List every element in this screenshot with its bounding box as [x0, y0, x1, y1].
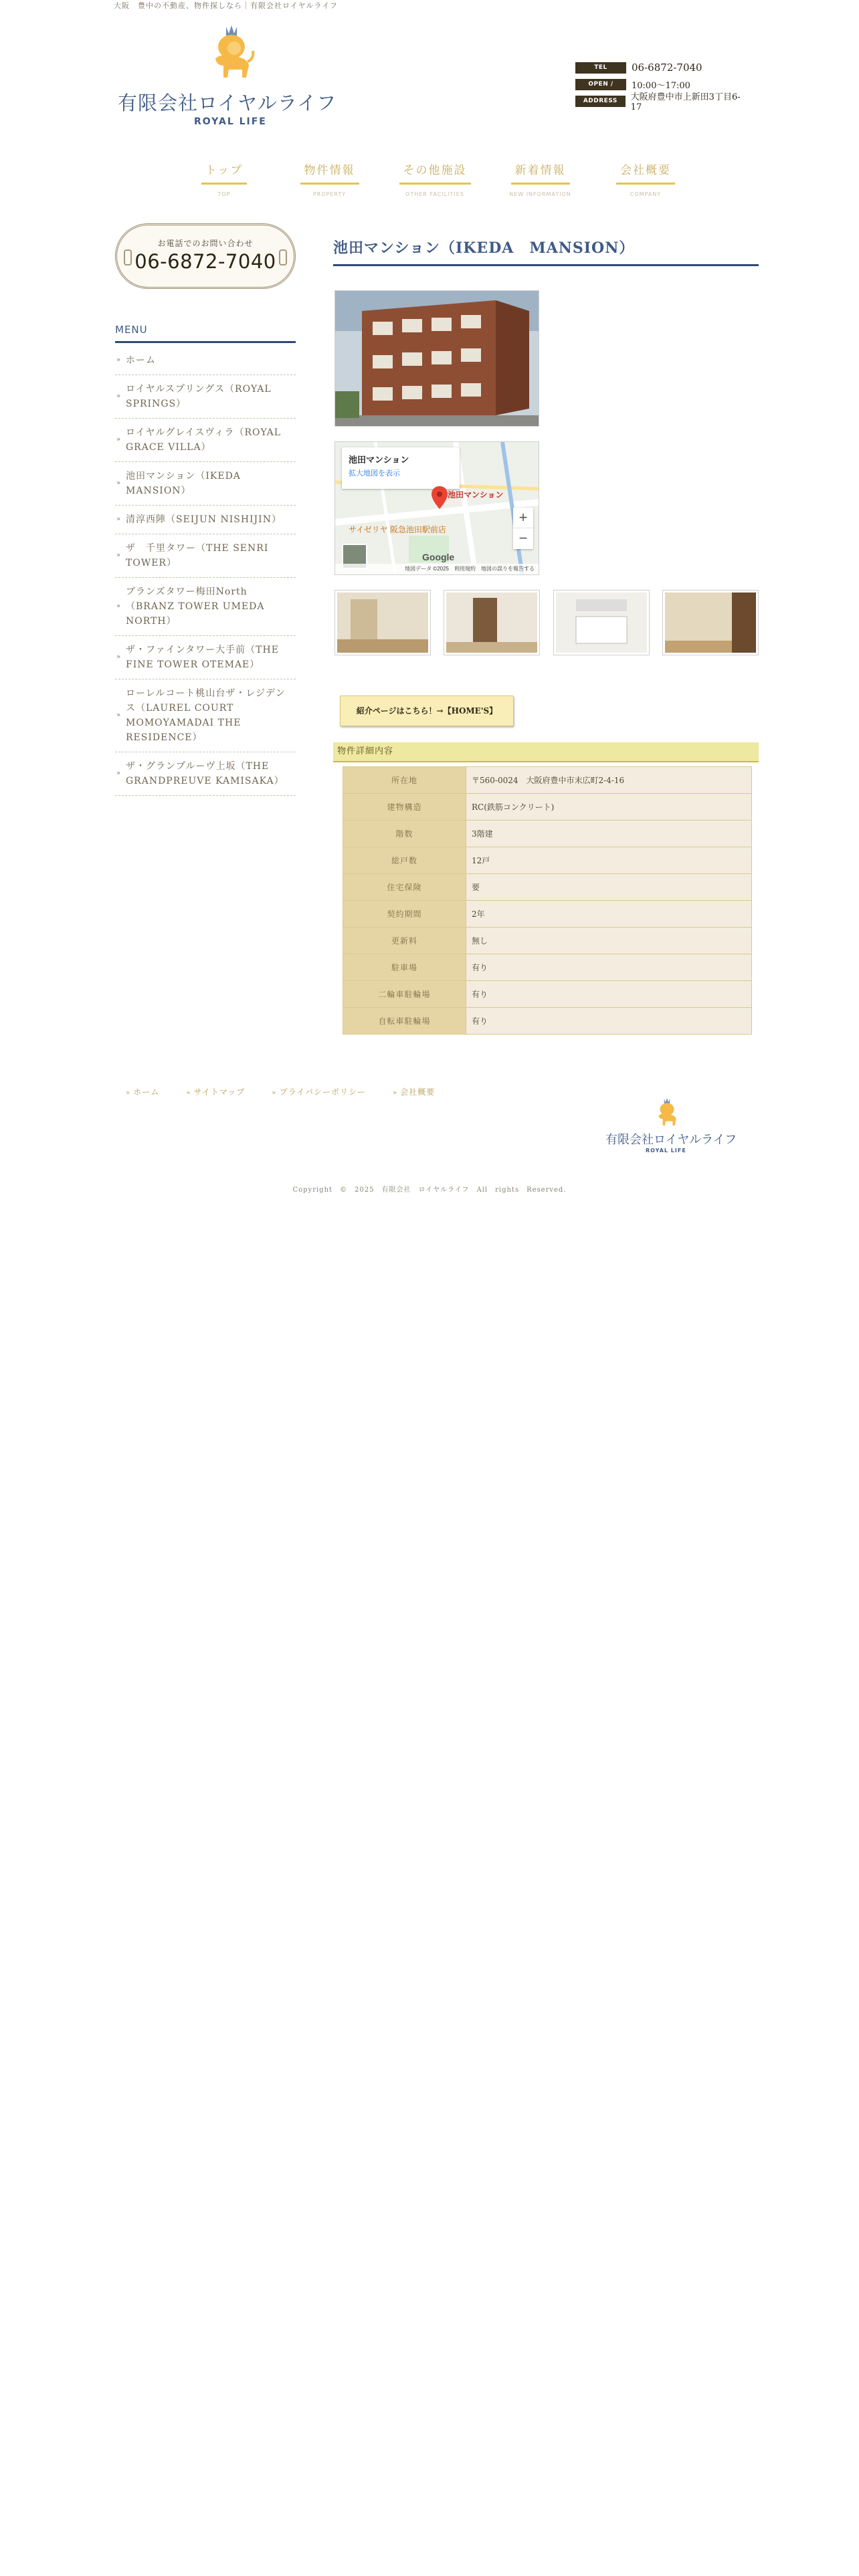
nav-company-sublabel: COMPANY	[630, 191, 662, 197]
sidebar-tel-label: お電話でのお問い合わせ	[157, 239, 254, 248]
nav-facilities-label: その他施設	[399, 160, 471, 185]
nav-facilities[interactable]	[391, 160, 478, 197]
nav-company[interactable]	[602, 160, 689, 197]
nav-top[interactable]	[181, 160, 268, 197]
table-row	[343, 847, 752, 874]
detail-key: 総戸数	[343, 847, 466, 874]
footer-link-company[interactable]: » 会社概要	[393, 1086, 435, 1097]
map-pin-icon[interactable]	[432, 486, 448, 509]
sidebar-item-royal-grace-villa[interactable]: » ロイヤルグレイスヴィラ（ROYAL GRACE VILLA）	[115, 419, 296, 462]
info-address-row	[575, 92, 749, 112]
sidebar-item-fine-tower[interactable]: » ザ・ファインタワー大手前（THE FINE TOWER OTEMAE）	[115, 636, 296, 679]
address-tag: ADDRESS	[575, 96, 626, 107]
detail-key: 二輪車駐輪場	[343, 981, 466, 1008]
table-row	[343, 1008, 752, 1035]
detail-key: 駐車場	[343, 954, 466, 981]
nav-property-label: 物件情報	[300, 160, 359, 185]
table-row	[343, 767, 752, 794]
footer-logo-subtitle: ROYAL LIFE	[646, 1148, 686, 1154]
sidebar-item-royal-springs[interactable]: » ロイヤルスプリングス（ROYAL SPRINGS）	[115, 375, 296, 419]
google-logo: Google	[422, 552, 455, 562]
footer-link-privacy[interactable]: » プライバシーポリシー	[272, 1086, 366, 1097]
nav-news-label: 新着情報	[511, 160, 570, 185]
thumbnail-4[interactable]	[662, 590, 759, 655]
sidebar-tel-banner[interactable]	[115, 223, 296, 289]
map-footer[interactable]: 地図データ ©2025 利用規約 地図の誤りを報告する	[335, 564, 539, 574]
detail-value: RC(鉄筋コンクリート)	[466, 794, 752, 821]
nav-news[interactable]	[497, 160, 584, 197]
hours-tag: OPEN /	[575, 79, 626, 90]
hours-value: 10:00〜17:00	[632, 80, 690, 91]
property-details-table	[343, 766, 752, 1035]
sidebar-item-laurel-court[interactable]: » ローレルコート桃山台ザ・レジデンス（LAUREL COURT MOMOYAMADAI THE RESIDENCE）	[115, 679, 296, 752]
thumbnail-3[interactable]	[553, 590, 650, 655]
detail-value: 3階建	[466, 821, 752, 847]
thumbnail-1[interactable]	[335, 590, 431, 655]
thumbnail-image	[337, 593, 428, 653]
table-row	[343, 901, 752, 928]
photo-thumbnails	[335, 590, 759, 655]
table-row	[343, 981, 752, 1008]
building-photo-image	[335, 291, 539, 427]
table-row	[343, 794, 752, 821]
footer-links	[126, 1086, 462, 1097]
detail-key: 建物構造	[343, 794, 466, 821]
table-row	[343, 954, 752, 981]
table-row	[343, 928, 752, 954]
map-enlarge-link[interactable]: 拡大地図を表示	[349, 469, 400, 477]
nav-company-label: 会社概要	[616, 160, 675, 185]
nav-news-sublabel: NEW INFORMATION	[509, 191, 571, 197]
sidebar-tel-number: 06-6872-7040	[134, 250, 276, 273]
detail-key: 契約期間	[343, 901, 466, 928]
sidebar-item-grandpreuve[interactable]: » ザ・グランプルーヴ上坂（THE GRANDPREUVE KAMISAKA）	[115, 752, 296, 796]
detail-value: 有り	[466, 981, 752, 1008]
sidebar-menu-title: MENU	[115, 324, 296, 343]
detail-value: 有り	[466, 954, 752, 981]
nav-top-label: トップ	[201, 160, 248, 185]
header-info	[575, 60, 749, 110]
detail-value: 有り	[466, 1008, 752, 1035]
zoom-out-button[interactable]: −	[518, 530, 528, 546]
nav-facilities-sublabel: OTHER FACILITIES	[405, 191, 464, 197]
map-zoom-controls	[513, 508, 533, 549]
sidebar-item-home[interactable]: » ホーム	[115, 346, 296, 375]
nav-top-sublabel: TOP	[217, 191, 231, 197]
table-row	[343, 821, 752, 847]
detail-value: 12戸	[466, 847, 752, 874]
thumbnail-image	[556, 593, 647, 653]
map-place-name: 池田マンション	[349, 455, 409, 465]
detail-key: 更新料	[343, 928, 466, 954]
footer-logo-text: 有限会社ロイヤルライフ	[605, 1133, 737, 1147]
footer-link-sitemap[interactable]: » サイトマップ	[186, 1086, 245, 1097]
google-map[interactable]	[335, 441, 539, 575]
building-photo[interactable]	[335, 290, 539, 427]
main-content	[333, 237, 759, 1026]
logo-text: 有限会社ロイヤルライフ	[118, 92, 337, 114]
details-heading: 物件詳細内容	[333, 742, 759, 762]
global-nav	[181, 160, 689, 197]
map-info-card	[342, 447, 460, 489]
detail-key: 住宅保険	[343, 874, 466, 901]
detail-value: 要	[466, 874, 752, 901]
sidebar-item-senri-tower[interactable]: » ザ 千里タワー（THE SENRI TOWER）	[115, 534, 296, 578]
lion-logo-icon	[654, 1097, 680, 1128]
address-value: 大阪府豊中市上新田3丁目6-17	[630, 92, 741, 112]
footer-logo[interactable]	[605, 1097, 737, 1157]
page-title: 池田マンション（IKEDA MANSION）	[333, 237, 759, 266]
sidebar-item-branz-tower[interactable]: » ブランズタワー梅田North（BRANZ TOWER UMEDA NORTH）	[115, 578, 296, 636]
table-row	[343, 874, 752, 901]
map-pin-label: 池田マンション	[448, 490, 504, 500]
detail-value: 無し	[466, 928, 752, 954]
lion-logo-icon	[206, 24, 257, 80]
nav-property-sublabel: PROPERTY	[312, 191, 347, 197]
logo-subtitle: ROYAL LIFE	[194, 116, 267, 127]
sidebar-item-ikeda-mansion[interactable]: » 池田マンション（IKEDA MANSION）	[115, 462, 296, 506]
detail-value: 2年	[466, 901, 752, 928]
info-tel-row	[575, 60, 749, 75]
detail-key: 所在地	[343, 767, 466, 794]
zoom-in-button[interactable]: +	[513, 508, 533, 528]
detail-key: 階数	[343, 821, 466, 847]
tel-value[interactable]: 06-6872-7040	[632, 62, 702, 74]
thumbnail-image	[446, 593, 537, 653]
thumbnail-2[interactable]	[444, 590, 540, 655]
map-poi-label[interactable]: サイゼリヤ 阪急池田駅前店	[349, 525, 446, 534]
intro-page-button[interactable]: 紹介ページはこちら！→【HOME'S】	[340, 695, 514, 726]
sidebar-item-seijun-nishijin[interactable]: » 清淳西陣（SEIJUN NISHIJIN）	[115, 506, 296, 534]
thumbnail-image	[665, 593, 756, 653]
copyright: Copyright © 2025 有限会社 ロイヤルライフ All rights Reserved.	[292, 1186, 567, 1194]
nav-property[interactable]	[286, 160, 373, 197]
detail-key: 自転車駐輪場	[343, 1008, 466, 1035]
header-tagline: 大阪 豊中の不動産、物件探しなら｜有限会社ロイヤルライフ	[114, 1, 338, 10]
sidebar-menu	[115, 346, 296, 796]
footer-link-home[interactable]: » ホーム	[126, 1086, 159, 1097]
tel-tag: TEL	[575, 62, 626, 74]
site-logo[interactable]	[114, 23, 355, 136]
detail-value: 〒560-0024 大阪府豊中市末広町2-4-16	[466, 767, 752, 794]
